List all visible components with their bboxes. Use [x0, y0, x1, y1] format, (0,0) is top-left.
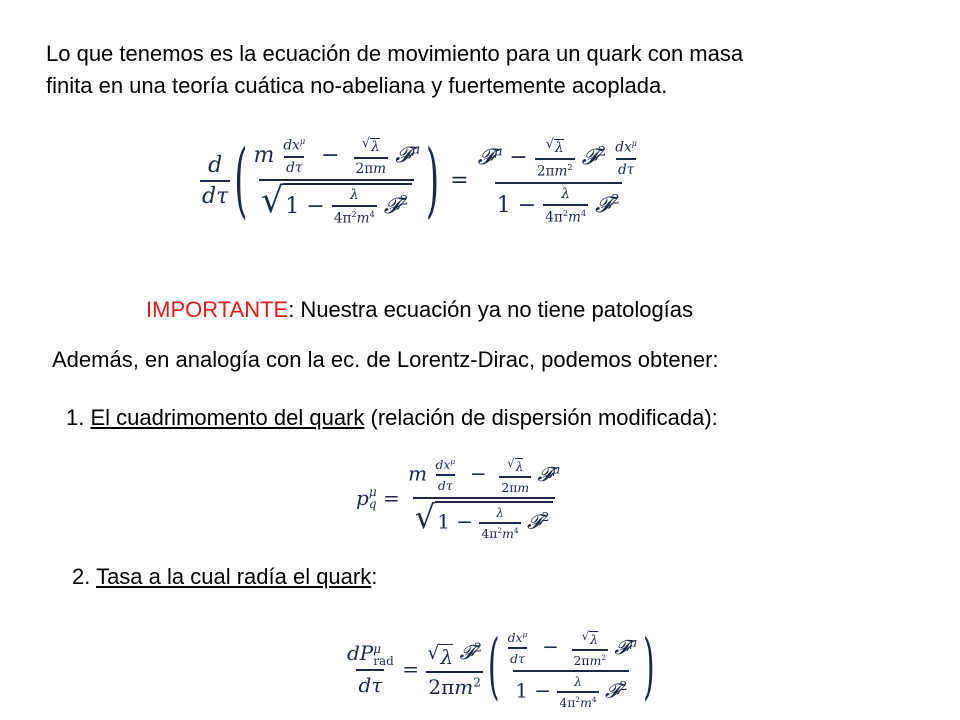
equation-of-motion: $\frac{d}{d\tau}$ ( m $\frac{dx^\mu}{d\tau}$ − √ λ 2πm 𝓕$^\mu$ √ 1 − $\frac{\lambda}{4\pi^2m^4}$ 𝓕$^2$ ) = 𝓕$^\mu$ − √ λ $2\pi m^2$ 𝓕$^2$ $\frac{dx^\mu}{d\tau}$ 1 − $\frac{\lambda}{4\pi^2m^4}$ 𝓕$^2$: [202, 132, 637, 229]
intro-line-1: Lo que tenemos es la ecuación de movimiento para un quark con masa: [46, 41, 744, 66]
important-note: [146, 297, 693, 323]
item-1-number: 1.: [66, 405, 91, 430]
important-label: IMPORTANTE: [146, 297, 289, 322]
radiation-rate-equation: dP μ rad dτ = √ λ 𝓕$^2$ $2\pi m^2$ ( $\frac{dx^\mu}{d\tau}$ − √ λ $2\pi m^2$ 𝓕$^\mu$ 1 − $\frac{\lambda}{4\pi^2m^4}$ 𝓕$^2$ ): [347, 625, 655, 711]
item-1-rest: (relación de dispersión modificada):: [364, 405, 718, 430]
item-2-rest: :: [371, 564, 378, 589]
item-1-title: El cuadrimomento del quark: [90, 405, 365, 430]
item-2-title: Tasa a la cual radía el quark: [96, 564, 372, 589]
intro-line-2: finita en una teoría cuática no-abeliana y fuertemente acoplada.: [46, 73, 668, 98]
item-1: [66, 405, 718, 431]
important-text: : Nuestra ecuación ya no tiene patologías: [288, 297, 694, 322]
item-2-number: 2.: [72, 564, 97, 589]
quark-momentum-equation: p μ q = m $\frac{dx^\mu}{d\tau}$ − √ λ 2πm 𝓕$^\mu$ √ 1 − $\frac{\lambda}{4\pi^2m^4}$ 𝓕$^2$: [356, 456, 561, 542]
ademas-line: Además, en analogía con la ec. de Lorentz-Dirac, podemos obtener:: [52, 347, 719, 372]
item-2: [72, 564, 377, 590]
